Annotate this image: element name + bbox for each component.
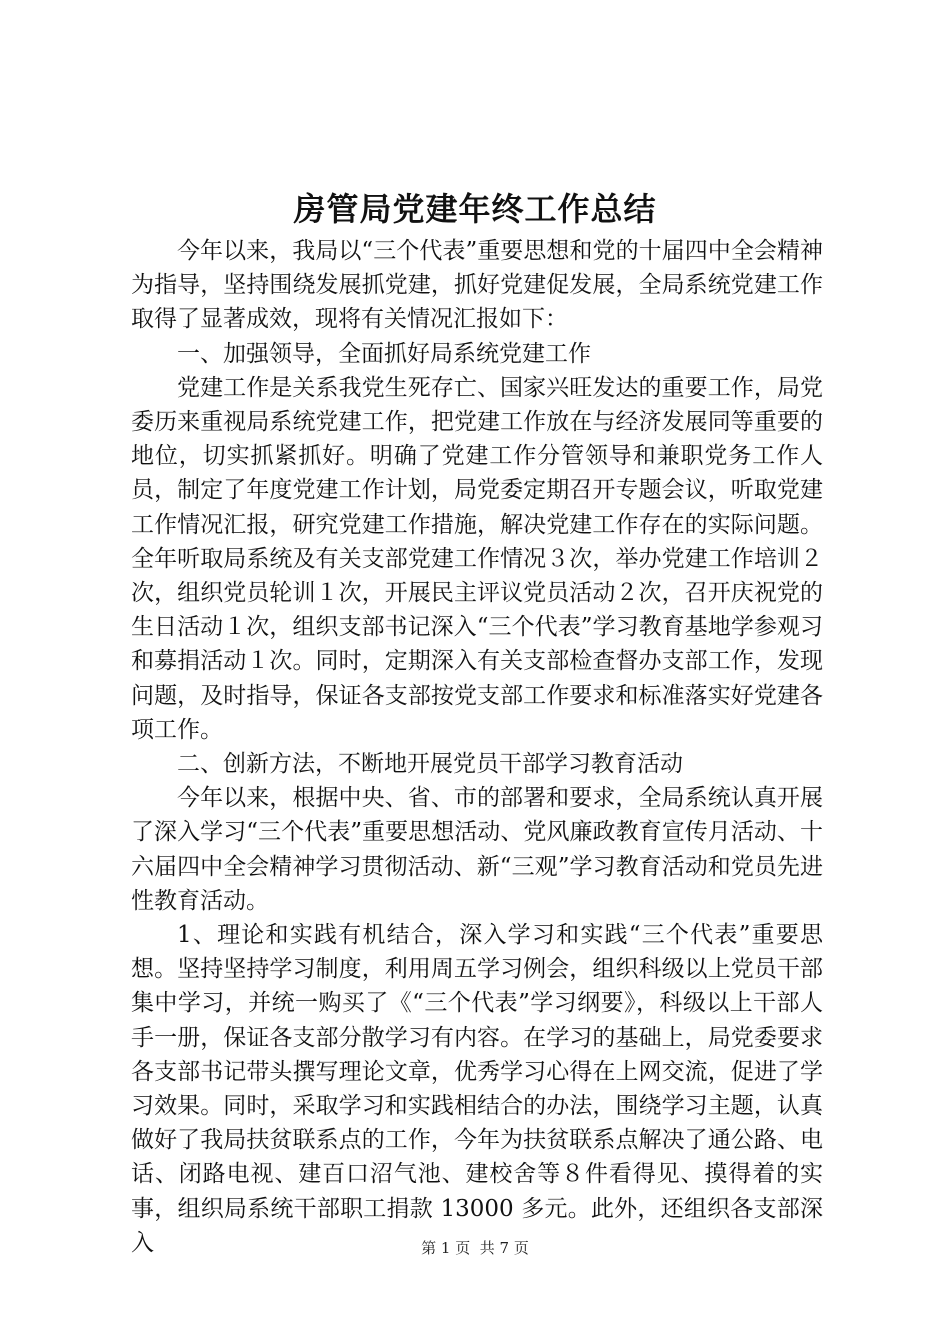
page-number: 第 1 页 [421, 1239, 471, 1257]
section-heading-2: 二、创新方法，不断地开展党员干部学习教育活动 [177, 751, 683, 778]
footer-separator [470, 1239, 480, 1257]
paragraph-section-2: 今年以来，根据中央、省、市的部署和要求，全局系统认真开展了深入学习“三个代表”重要思想活动、党风廉政教育宣传月活动、十六届四中全会精神学习贯彻活动、新“三观”学习教育活动和党员先进性教育活动。 [131, 785, 823, 914]
section-heading-1: 一、加强领导，全面抓好局系统党建工作 [177, 340, 591, 367]
paragraph-intro: 今年以来，我局以“三个代表”重要思想和党的十届四中全会精神为指导，坚持围绕发展抓党建，抓好党建促发展，全局系统党建工作取得了显著成效，现将有关情况汇报如下： [131, 238, 823, 333]
page-total: 共 7 页 [479, 1239, 529, 1257]
paragraph-subsection-1: 1、理论和实践有机结合，深入学习和实践“三个代表”重要思想。坚持坚持学习制度，利用周五学习例会，组织科级以上党员干部集中学习，并统一购买了《“三个代表”学习纲要》，科级以上干部人手一册，保证各支部分散学习有内容。在学习的基础上，局党委要求各支部书记带头撰写理论文章，优秀学习心得在上网交流，促进了学习效果。同时，采取学习和实践相结合的办法，围绕学习主题，认真做好了我局扶贫联系点的工作，今年为扶贫联系点解决了通公路、电话、闭路电视、建百口沼气池、建校舍等８件看得见、摸得着的实事，组织局系统干部职工捐款 13000 多元。此外，还组织各支部深入 [131, 922, 823, 1256]
document-body [131, 234, 823, 1260]
paragraph-section-1: 党建工作是关系我党生死存亡、国家兴旺发达的重要工作，局党委历来重视局系统党建工作，把党建工作放在与经济发展同等重要的地位，切实抓紧抓好。明确了党建工作分管领导和兼职党务工作人员，制定了年度党建工作计划，局党委定期召开专题会议，听取党建工作情况汇报，研究党建工作措施，解决党建工作存在的实际问题。全年听取局系统及有关支部党建工作情况３次，举办党建工作培训２次，组织党员轮训１次，开展民主评议党员活动２次，召开庆祝党的生日活动１次，组织支部书记深入“三个代表”学习教育基地学参观习和募捐活动１次。同时，定期深入有关支部检查督办支部工作，发现问题，及时指导，保证各支部按党支部工作要求和标准落实好党建各项工作。 [131, 374, 823, 743]
page-footer [0, 1238, 950, 1258]
document-title: 房管局党建年终工作总结 [293, 190, 657, 228]
